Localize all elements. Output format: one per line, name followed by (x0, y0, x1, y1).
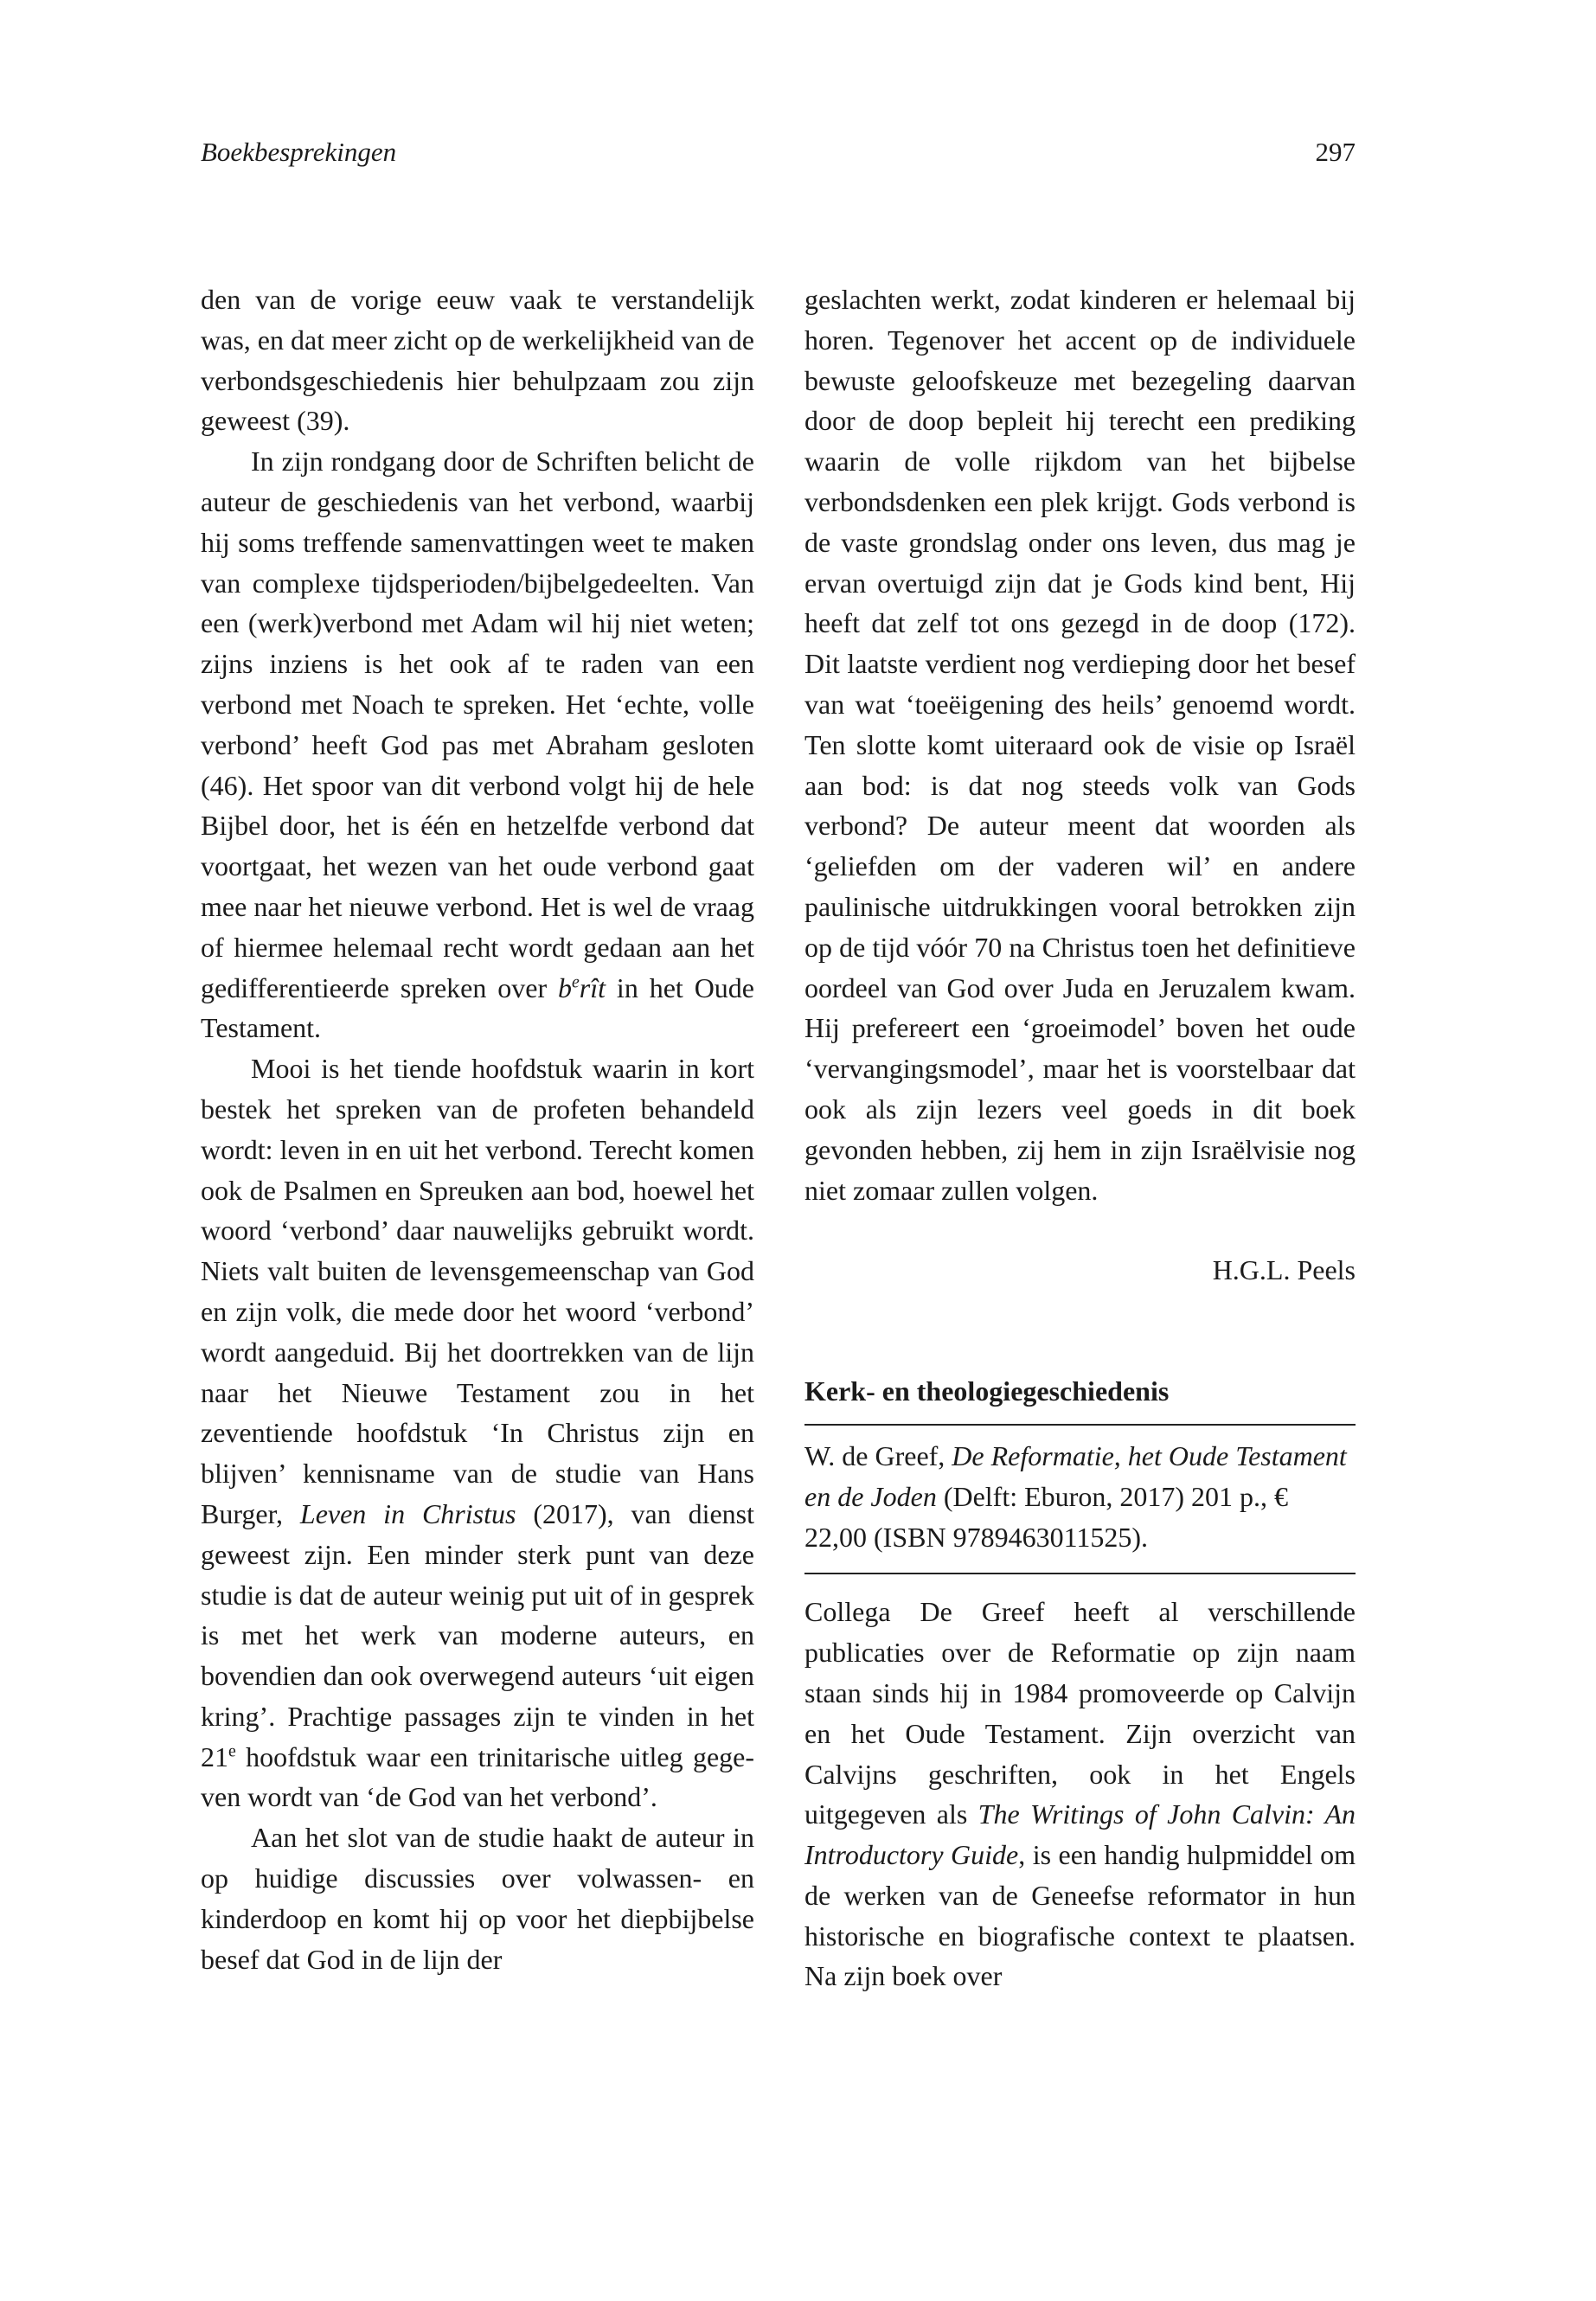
paragraph-covenant-history: In zijn rondgang door de Schriften belicht de auteur de geschiedenis van het verbond, waarbij hij soms treffende samenvattingen weet te maken van complexe tijdsperioden/bijbelgedeelten. Van een (werk)verbond met Adam wil hij niet weten; zijns inziens is het ook af te raden van een verbond met Noach te spreken. Het ‘echte, volle verbond’ heeft God pas met Abraham gesloten (46). Het spoor van dit verbond volgt hij de hele Bijbel door, het is één en hetzelfde verbond dat voortgaat, het wezen van het oude verbond gaat mee naar het nieuwe verbond. Het is wel de vraag of hiermee helemaal recht wordt gedaan aan het gedifferentieerde spreken over $b^erît$ in het Oude Testament. (201, 445, 754, 1044)
divider-bottom (804, 1573, 1356, 1574)
running-header (201, 137, 1356, 180)
reviewed-book-title: De Reformatie, het Oude Testament en de Joden (804, 1439, 1347, 1512)
book-title-leven-in-christus: Leven in Christus (299, 1497, 516, 1529)
reviewer-signature: H.G.L. Peels (1212, 1254, 1356, 1286)
left-column (201, 279, 754, 1979)
bibliographic-entry: W. de Greef, De Reformatie, het Oude Testament en de Joden (Delft: Eburon, 2017) 201 p., € 22,00 (ISBN 9789463011525). (804, 1439, 1347, 1553)
divider-top (804, 1424, 1356, 1426)
right-column (804, 279, 1356, 1997)
paragraph-baptism: Aan het slot van de studie haakt de auteur in op huidige discussies over volwassen- en kinderdoop en komt hij op voor het diepbijbelse besef dat God in de lijn der (201, 1822, 754, 1975)
section-heading: Kerk- en theologiegeschiedenis (804, 1375, 1170, 1407)
paragraph-continued: den van de vorige eeuw vaak te verstandelijk was, en dat meer zicht op de werkelijkheid van de verbondsgeschiedenis hier behulpzaam zou zijn geweest (39). (201, 284, 754, 437)
running-title: Boekbesprekingen (201, 137, 397, 167)
page-number: 297 (1315, 137, 1356, 167)
paragraph-de-greef: Collega De Greef heeft al verschillende publicaties over de Reformatie op zijn naam staan sinds hij in 1984 promoveerde op Calvijn en het Oude Testament. Zijn overzicht van Calvijns geschriften, ook in het Engels uitgegeven als The Writings of John Calvin: An Introductory Guide, is een handig hulpmiddel om de werken van de Geneefse reformator in hun historische en biografische context te plaatsen. Na zijn boek over (804, 1596, 1356, 1992)
paragraph-prophets: Mooi is het tiende hoofdstuk waarin in kort bestek het spreken van de profeten behandeld wordt: leven in en uit het verbond. Terecht komen ook de Psalmen en Spreuken aan bod, hoewel het woord ‘verbond’ daar nauwelijks gebruikt wordt. Niets valt buiten de levensgemeenschap van God en zijn volk, die mede door het woord ‘verbond’ wordt aangeduid. Bij het doortrekken van de lijn naar het Nieuwe Testament zou in het zeventiende hoofdstuk ‘In Christus zijn en blijven’ kennisname van de studie van Hans Burger, Leven in Christus (2017), van dienst geweest zijn. Een minder sterk punt van deze studie is dat de auteur weinig put uit of in gesprek is met het werk van moderne auteurs, en bovendien dan ook overwegend auteurs ‘uit eigen kring’. Prachtige passages zijn te vinden in het 21e hoofdstuk waar een trinitarische uitleg gegeven wordt van ‘de God van het verbond’. (201, 1053, 755, 1813)
hebrew-term: $b^erît$ (557, 971, 606, 1003)
paragraph-continued-right: geslachten werkt, zodat kinderen er helemaal bij horen. Tegenover het accent op de individuele bewuste geloofskeuze met bezegeling daarvan door de doop bepleit hij terecht een prediking waarin de volle rijkdom van het bijbelse verbondsdenken een plek krijgt. Gods verbond is de vaste grondslag onder ons leven, dus mag je ervan overtuigd zijn dat je Gods kind bent, Hij heeft dat zelf tot ons gezegd in de doop (172). Dit laatste verdient nog verdieping door het besef van wat ‘toeëigening des heils’ genoemd wordt. Ten slotte komt uiteraard ook de visie op Israël aan bod: is dat nog steeds volk van Gods verbond? De auteur meent dat woorden als ‘geliefden om der vaderen wil’ en andere paulinische uitdrukkingen vooral betrokken zijn op de tijd vóór 70 na Christus toen het definitieve oordeel van God over Juda en Jeruzalem kwam. Hij prefereert een ‘groeimodel’ boven het oude ‘vervangingsmodel’, maar het is voorstelbaar dat ook als zijn lezers veel goeds in dit boek gevonden hebben, zij hem in zijn Israëlvisie nog niet zomaar zullen volgen. (804, 284, 1356, 1206)
book-title-writings-of-calvin: The Writings of John Calvin: An Introductory Guide (804, 1798, 1356, 1871)
